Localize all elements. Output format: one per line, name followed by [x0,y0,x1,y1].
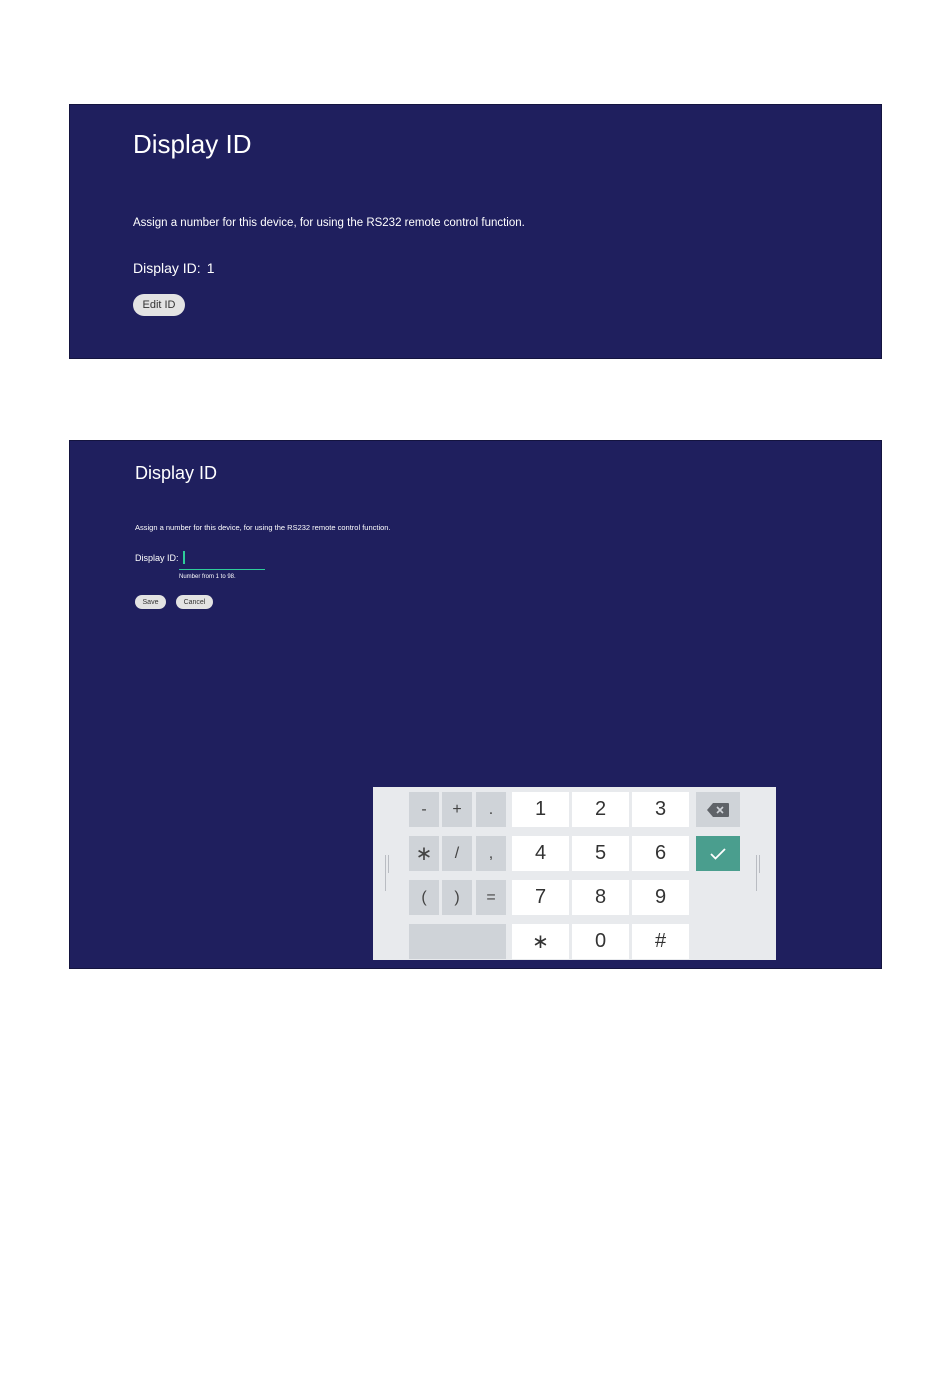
display-id-value: 1 [206,260,215,276]
checkmark-icon [710,848,726,860]
key-1[interactable]: 1 [512,792,569,827]
key-4[interactable]: 4 [512,836,569,871]
page-title: Display ID [133,129,252,159]
backspace-key[interactable] [696,792,740,827]
key-0[interactable]: 0 [572,924,629,959]
key-equals[interactable]: = [476,880,506,915]
display-id-panel [69,104,882,359]
key-minus[interactable]: - [409,792,439,827]
space-key[interactable] [409,924,506,959]
display-id-input[interactable] [179,549,265,570]
key-close-paren[interactable]: ) [442,880,472,915]
key-period[interactable]: . [476,792,506,827]
display-id-edit-panel [69,440,882,969]
left-drag-handle-icon[interactable] [385,855,393,873]
enter-key[interactable] [696,836,740,871]
key-8[interactable]: 8 [572,880,629,915]
display-id-label: Display ID: [133,260,201,276]
key-9[interactable]: 9 [632,880,689,915]
description-text: Assign a number for this device, for using the RS232 remote control function. [133,217,525,229]
cancel-button[interactable]: Cancel [176,595,213,609]
key-asterisk[interactable]: ∗ [409,836,439,871]
page-title: Display ID [135,463,218,483]
backspace-icon [707,803,729,817]
text-caret [183,551,185,564]
save-button[interactable]: Save [135,595,166,609]
key-7[interactable]: 7 [512,880,569,915]
key-open-paren[interactable]: ( [409,880,439,915]
key-plus[interactable]: + [442,792,472,827]
display-id-row [133,260,214,276]
key-5[interactable]: 5 [572,836,629,871]
input-hint: Number from 1 to 98. [179,574,236,580]
key-asterisk-bottom[interactable]: ∗ [512,924,569,959]
display-id-label: Display ID: [135,553,179,563]
key-2[interactable]: 2 [572,792,629,827]
description-text: Assign a number for this device, for using the RS232 remote control function. [135,523,391,532]
key-comma[interactable]: , [476,836,506,871]
key-3[interactable]: 3 [632,792,689,827]
key-hash[interactable]: # [632,924,689,959]
numeric-keyboard [373,787,776,960]
key-slash[interactable]: / [442,836,472,871]
right-drag-handle-icon[interactable] [756,855,764,873]
edit-id-button[interactable]: Edit ID [133,294,185,316]
key-6[interactable]: 6 [632,836,689,871]
